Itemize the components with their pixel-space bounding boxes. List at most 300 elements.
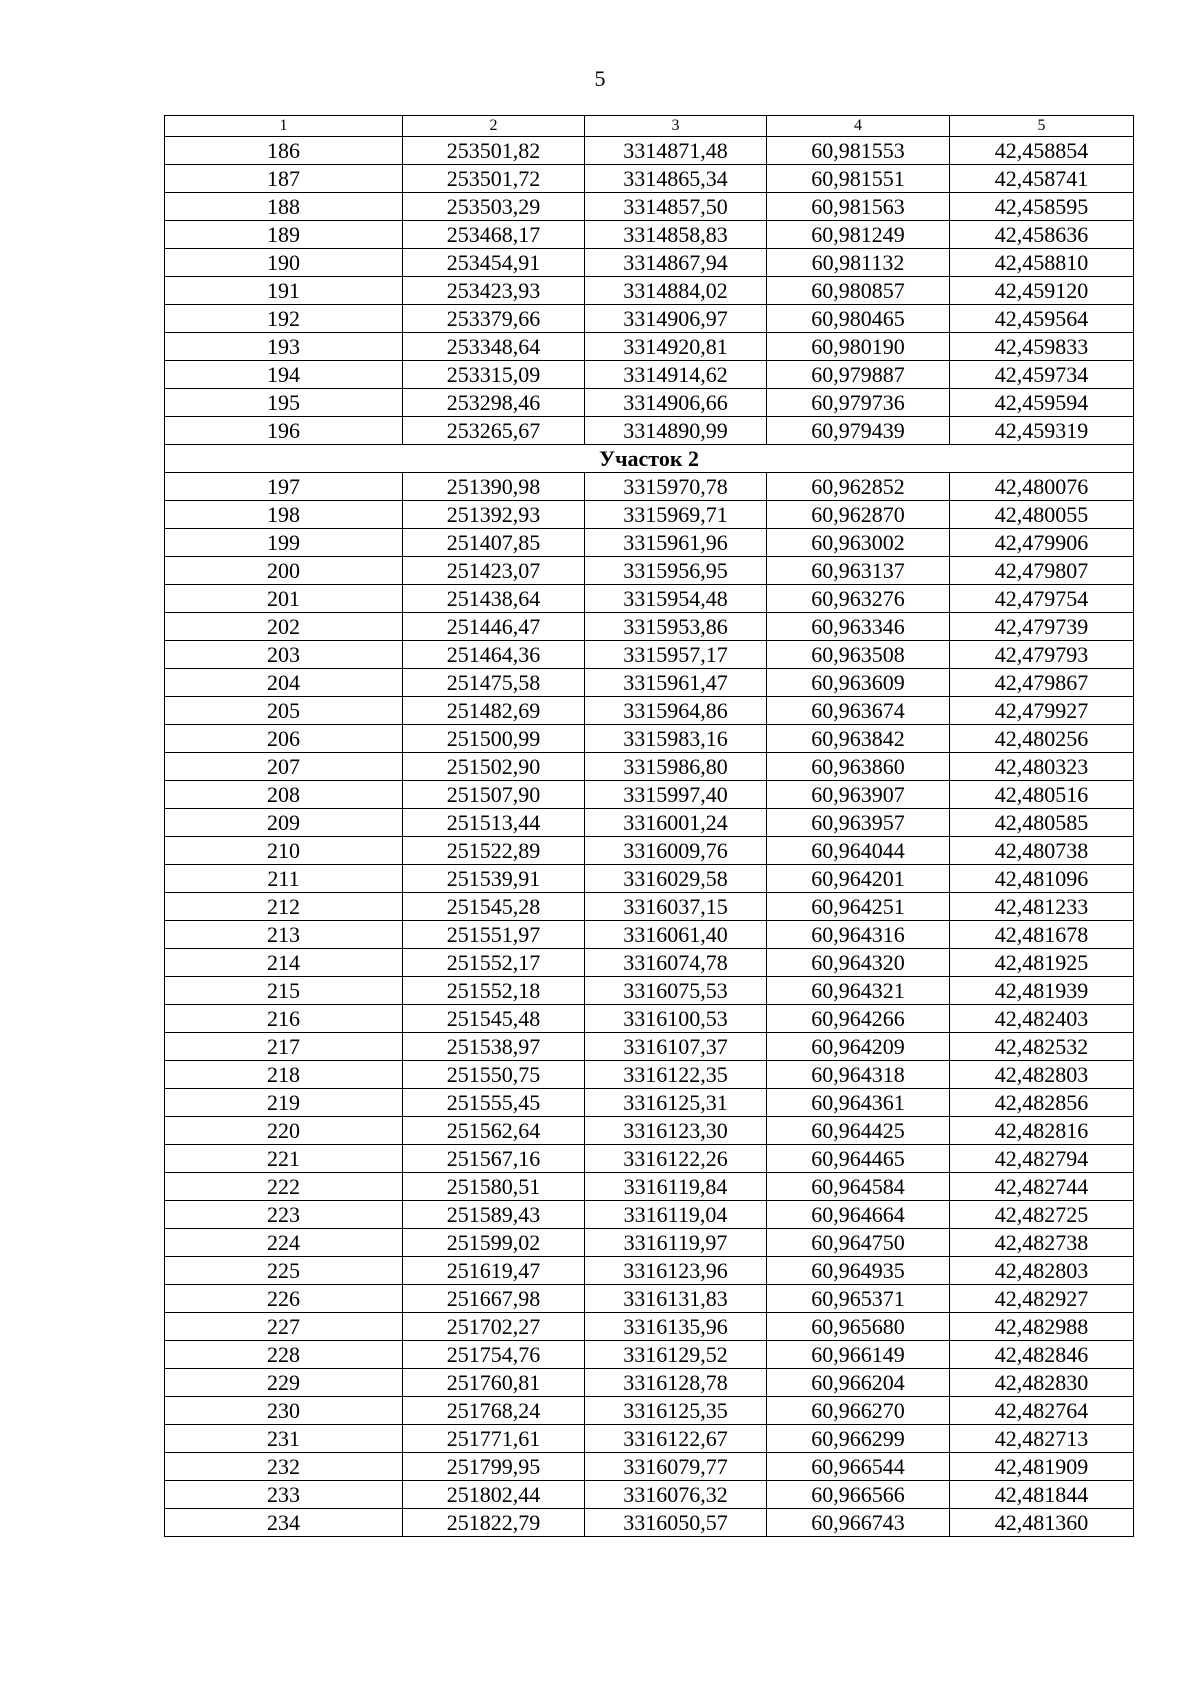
table-cell: 227 — [165, 1313, 403, 1341]
table-cell: 230 — [165, 1397, 403, 1425]
table-cell: 251545,48 — [403, 1005, 585, 1033]
table-cell: 60,966544 — [767, 1453, 950, 1481]
table-cell: 60,964266 — [767, 1005, 950, 1033]
table-cell: 42,482927 — [950, 1285, 1134, 1313]
table-cell: 3315954,48 — [585, 585, 767, 613]
table-cell: 251589,43 — [403, 1201, 585, 1229]
table-row — [165, 1089, 1134, 1117]
table-cell: 3315983,16 — [585, 725, 767, 753]
table-cell: 3314858,83 — [585, 221, 767, 249]
table-cell: 221 — [165, 1145, 403, 1173]
table-cell: 60,964750 — [767, 1229, 950, 1257]
table-cell: 60,980465 — [767, 305, 950, 333]
table-cell: 196 — [165, 417, 403, 445]
table-row — [165, 1509, 1134, 1537]
table-cell: 3314920,81 — [585, 333, 767, 361]
table-cell: 222 — [165, 1173, 403, 1201]
table-cell: 195 — [165, 389, 403, 417]
table-cell: 3316100,53 — [585, 1005, 767, 1033]
table-cell: 3316122,35 — [585, 1061, 767, 1089]
table-cell: 42,459734 — [950, 361, 1134, 389]
table-cell: 42,482988 — [950, 1313, 1134, 1341]
table-cell: 3316050,57 — [585, 1509, 767, 1537]
table-cell: 42,459120 — [950, 277, 1134, 305]
table-cell: 3316123,96 — [585, 1257, 767, 1285]
table-cell: 3316131,83 — [585, 1285, 767, 1313]
table-cell: 3316107,37 — [585, 1033, 767, 1061]
table-row — [165, 1341, 1134, 1369]
table-cell: 42,459594 — [950, 389, 1134, 417]
table-cell: 3315986,80 — [585, 753, 767, 781]
table-cell: 3314914,62 — [585, 361, 767, 389]
table-cell: 215 — [165, 977, 403, 1005]
table-body — [165, 137, 1134, 1537]
table-cell: 251482,69 — [403, 697, 585, 725]
table-cell: 3316122,26 — [585, 1145, 767, 1173]
table-cell: 60,965371 — [767, 1285, 950, 1313]
section-row — [165, 445, 1134, 473]
table-cell: 197 — [165, 473, 403, 501]
column-header: 3 — [585, 116, 767, 137]
table-cell: 187 — [165, 165, 403, 193]
table-cell: 42,482803 — [950, 1061, 1134, 1089]
section-title: Участок 2 — [165, 445, 1134, 473]
table-row — [165, 417, 1134, 445]
table-cell: 3316128,78 — [585, 1369, 767, 1397]
table-row — [165, 781, 1134, 809]
table-cell: 42,482803 — [950, 1257, 1134, 1285]
table-cell: 251464,36 — [403, 641, 585, 669]
table-row — [165, 1257, 1134, 1285]
table-row — [165, 389, 1134, 417]
table-cell: 42,482794 — [950, 1145, 1134, 1173]
table-cell: 60,964320 — [767, 949, 950, 977]
table-row — [165, 1061, 1134, 1089]
coordinates-table — [164, 115, 1134, 1537]
table-cell: 3316029,58 — [585, 865, 767, 893]
table-cell: 42,479793 — [950, 641, 1134, 669]
table-header-row — [165, 116, 1134, 137]
table-cell: 251562,64 — [403, 1117, 585, 1145]
table-cell: 3314871,48 — [585, 137, 767, 165]
table-row — [165, 921, 1134, 949]
table-row — [165, 1033, 1134, 1061]
table-cell: 251550,75 — [403, 1061, 585, 1089]
table-cell: 251545,28 — [403, 893, 585, 921]
table-cell: 60,963137 — [767, 557, 950, 585]
table-row — [165, 529, 1134, 557]
table-cell: 194 — [165, 361, 403, 389]
table-cell: 42,458636 — [950, 221, 1134, 249]
table-cell: 190 — [165, 249, 403, 277]
table-cell: 225 — [165, 1257, 403, 1285]
table-cell: 42,458854 — [950, 137, 1134, 165]
table-cell: 3314890,99 — [585, 417, 767, 445]
table-cell: 42,480323 — [950, 753, 1134, 781]
table-cell: 60,981563 — [767, 193, 950, 221]
table-cell: 60,964321 — [767, 977, 950, 1005]
table-row — [165, 1285, 1134, 1313]
table-row — [165, 949, 1134, 977]
table-cell: 60,963276 — [767, 585, 950, 613]
table-cell: 42,482532 — [950, 1033, 1134, 1061]
table-cell: 42,481909 — [950, 1453, 1134, 1481]
table-row — [165, 221, 1134, 249]
table-cell: 60,966204 — [767, 1369, 950, 1397]
table-cell: 3316076,32 — [585, 1481, 767, 1509]
table-cell: 42,482713 — [950, 1425, 1134, 1453]
table-cell: 3315956,95 — [585, 557, 767, 585]
table-cell: 251580,51 — [403, 1173, 585, 1201]
table-cell: 251702,27 — [403, 1313, 585, 1341]
table-cell: 3316122,67 — [585, 1425, 767, 1453]
table-cell: 251507,90 — [403, 781, 585, 809]
table-row — [165, 1005, 1134, 1033]
table-cell: 186 — [165, 137, 403, 165]
table-cell: 42,481939 — [950, 977, 1134, 1005]
table-cell: 3315964,86 — [585, 697, 767, 725]
table-cell: 60,964664 — [767, 1201, 950, 1229]
table-cell: 3316129,52 — [585, 1341, 767, 1369]
table-cell: 251760,81 — [403, 1369, 585, 1397]
column-header: 2 — [403, 116, 585, 137]
table-row — [165, 1453, 1134, 1481]
table-cell: 3316001,24 — [585, 809, 767, 837]
table-cell: 42,479754 — [950, 585, 1134, 613]
table-cell: 212 — [165, 893, 403, 921]
table-cell: 3316119,97 — [585, 1229, 767, 1257]
table-cell: 253503,29 — [403, 193, 585, 221]
table-cell: 3316079,77 — [585, 1453, 767, 1481]
table-cell: 206 — [165, 725, 403, 753]
table-cell: 60,966270 — [767, 1397, 950, 1425]
table-cell: 60,964584 — [767, 1173, 950, 1201]
table-row — [165, 697, 1134, 725]
table-cell: 253454,91 — [403, 249, 585, 277]
table-row — [165, 837, 1134, 865]
table-cell: 251551,97 — [403, 921, 585, 949]
table-cell: 214 — [165, 949, 403, 977]
table-row — [165, 977, 1134, 1005]
table-cell: 3316075,53 — [585, 977, 767, 1005]
table-cell: 42,481925 — [950, 949, 1134, 977]
table-cell: 251539,91 — [403, 865, 585, 893]
table-cell: 226 — [165, 1285, 403, 1313]
table-cell: 216 — [165, 1005, 403, 1033]
table-cell: 60,965680 — [767, 1313, 950, 1341]
table-cell: 211 — [165, 865, 403, 893]
table-cell: 42,480256 — [950, 725, 1134, 753]
table-cell: 60,962852 — [767, 473, 950, 501]
table-cell: 42,480076 — [950, 473, 1134, 501]
table-cell: 251538,97 — [403, 1033, 585, 1061]
table-row — [165, 669, 1134, 697]
table-cell: 193 — [165, 333, 403, 361]
table-cell: 60,963002 — [767, 529, 950, 557]
table-cell: 3314906,97 — [585, 305, 767, 333]
table-row — [165, 165, 1134, 193]
table-cell: 253348,64 — [403, 333, 585, 361]
table-cell: 3316125,31 — [585, 1089, 767, 1117]
table-row — [165, 361, 1134, 389]
table-row — [165, 1145, 1134, 1173]
table-cell: 201 — [165, 585, 403, 613]
table-cell: 3315997,40 — [585, 781, 767, 809]
table-cell: 60,964465 — [767, 1145, 950, 1173]
table-cell: 251768,24 — [403, 1397, 585, 1425]
table-cell: 60,962870 — [767, 501, 950, 529]
table-cell: 60,963674 — [767, 697, 950, 725]
table-cell: 251667,98 — [403, 1285, 585, 1313]
table-cell: 251771,61 — [403, 1425, 585, 1453]
table-cell: 42,482403 — [950, 1005, 1134, 1033]
table-cell: 251552,18 — [403, 977, 585, 1005]
table-cell: 60,966743 — [767, 1509, 950, 1537]
table-cell: 42,479906 — [950, 529, 1134, 557]
table-row — [165, 277, 1134, 305]
table-cell: 60,981249 — [767, 221, 950, 249]
table-cell: 60,964361 — [767, 1089, 950, 1117]
table-cell: 232 — [165, 1453, 403, 1481]
table-cell: 3316009,76 — [585, 837, 767, 865]
table-cell: 60,981553 — [767, 137, 950, 165]
table-row — [165, 1229, 1134, 1257]
table-cell: 251446,47 — [403, 613, 585, 641]
table-cell: 229 — [165, 1369, 403, 1397]
table-row — [165, 725, 1134, 753]
table-row — [165, 137, 1134, 165]
table-row — [165, 893, 1134, 921]
table-row — [165, 249, 1134, 277]
table-cell: 251407,85 — [403, 529, 585, 557]
table-cell: 198 — [165, 501, 403, 529]
table-cell: 188 — [165, 193, 403, 221]
table-cell: 3315961,47 — [585, 669, 767, 697]
table-cell: 251438,64 — [403, 585, 585, 613]
table-cell: 253501,72 — [403, 165, 585, 193]
table-row — [165, 1313, 1134, 1341]
table-cell: 253501,82 — [403, 137, 585, 165]
table-cell: 60,964318 — [767, 1061, 950, 1089]
table-cell: 60,963957 — [767, 809, 950, 837]
table-cell: 60,966149 — [767, 1341, 950, 1369]
table-cell: 42,482744 — [950, 1173, 1134, 1201]
table-cell: 60,980190 — [767, 333, 950, 361]
table-cell: 60,964251 — [767, 893, 950, 921]
table-cell: 42,480516 — [950, 781, 1134, 809]
table-cell: 60,979887 — [767, 361, 950, 389]
table-cell: 60,964044 — [767, 837, 950, 865]
table-cell: 42,482764 — [950, 1397, 1134, 1425]
table-cell: 42,479927 — [950, 697, 1134, 725]
table-cell: 253298,46 — [403, 389, 585, 417]
table-cell: 3314906,66 — [585, 389, 767, 417]
table-row — [165, 473, 1134, 501]
table-cell: 42,482738 — [950, 1229, 1134, 1257]
table-cell: 251475,58 — [403, 669, 585, 697]
table-cell: 3316119,04 — [585, 1201, 767, 1229]
table-cell: 60,964425 — [767, 1117, 950, 1145]
table-row — [165, 809, 1134, 837]
table-cell: 42,458810 — [950, 249, 1134, 277]
table-cell: 3314865,34 — [585, 165, 767, 193]
table-cell: 251552,17 — [403, 949, 585, 977]
table-cell: 251822,79 — [403, 1509, 585, 1537]
table-cell: 3314857,50 — [585, 193, 767, 221]
table-cell: 60,979439 — [767, 417, 950, 445]
table-cell: 224 — [165, 1229, 403, 1257]
table-cell: 42,458595 — [950, 193, 1134, 221]
table-row — [165, 1425, 1134, 1453]
table-cell: 60,966299 — [767, 1425, 950, 1453]
table-row — [165, 865, 1134, 893]
table-cell: 251555,45 — [403, 1089, 585, 1117]
table-cell: 42,479739 — [950, 613, 1134, 641]
table-cell: 42,482725 — [950, 1201, 1134, 1229]
table-row — [165, 501, 1134, 529]
table-cell: 251567,16 — [403, 1145, 585, 1173]
table-cell: 42,481844 — [950, 1481, 1134, 1509]
table-cell: 253265,67 — [403, 417, 585, 445]
table-row — [165, 193, 1134, 221]
table-row — [165, 333, 1134, 361]
table-cell: 217 — [165, 1033, 403, 1061]
table-cell: 42,481678 — [950, 921, 1134, 949]
table-cell: 253423,93 — [403, 277, 585, 305]
table-cell: 3316125,35 — [585, 1397, 767, 1425]
table-cell: 42,480738 — [950, 837, 1134, 865]
table-cell: 202 — [165, 613, 403, 641]
table-cell: 42,480585 — [950, 809, 1134, 837]
table-cell: 251522,89 — [403, 837, 585, 865]
table-cell: 60,964209 — [767, 1033, 950, 1061]
table-row — [165, 641, 1134, 669]
table-cell: 60,980857 — [767, 277, 950, 305]
table-cell: 251599,02 — [403, 1229, 585, 1257]
table-row — [165, 1397, 1134, 1425]
table-cell: 218 — [165, 1061, 403, 1089]
table-cell: 253379,66 — [403, 305, 585, 333]
table-cell: 205 — [165, 697, 403, 725]
table-cell: 189 — [165, 221, 403, 249]
table-cell: 251619,47 — [403, 1257, 585, 1285]
table-cell: 251392,93 — [403, 501, 585, 529]
table-row — [165, 1481, 1134, 1509]
table-cell: 251502,90 — [403, 753, 585, 781]
table-cell: 60,979736 — [767, 389, 950, 417]
table-cell: 251802,44 — [403, 1481, 585, 1509]
table-cell: 3316135,96 — [585, 1313, 767, 1341]
table-cell: 231 — [165, 1425, 403, 1453]
table-row — [165, 557, 1134, 585]
table-row — [165, 1369, 1134, 1397]
table-row — [165, 1201, 1134, 1229]
table-cell: 220 — [165, 1117, 403, 1145]
table-cell: 60,964201 — [767, 865, 950, 893]
table-cell: 3314867,94 — [585, 249, 767, 277]
table-cell: 60,963842 — [767, 725, 950, 753]
table-cell: 42,481096 — [950, 865, 1134, 893]
table-row — [165, 1173, 1134, 1201]
table-cell: 60,963346 — [767, 613, 950, 641]
table-cell: 60,964935 — [767, 1257, 950, 1285]
table-cell: 251500,99 — [403, 725, 585, 753]
table-cell: 60,963860 — [767, 753, 950, 781]
table-cell: 42,459833 — [950, 333, 1134, 361]
table-cell: 3315961,96 — [585, 529, 767, 557]
table-cell: 204 — [165, 669, 403, 697]
table-cell: 42,482816 — [950, 1117, 1134, 1145]
table-cell: 200 — [165, 557, 403, 585]
table-cell: 42,480055 — [950, 501, 1134, 529]
table-cell: 42,459319 — [950, 417, 1134, 445]
table-cell: 253315,09 — [403, 361, 585, 389]
table-cell: 210 — [165, 837, 403, 865]
table-cell: 60,963508 — [767, 641, 950, 669]
table-cell: 60,963609 — [767, 669, 950, 697]
table-cell: 3316037,15 — [585, 893, 767, 921]
table-cell: 42,482856 — [950, 1089, 1134, 1117]
table-cell: 191 — [165, 277, 403, 305]
table-row — [165, 613, 1134, 641]
table-cell: 42,482830 — [950, 1369, 1134, 1397]
table-cell: 3316074,78 — [585, 949, 767, 977]
table-cell: 199 — [165, 529, 403, 557]
table-cell: 207 — [165, 753, 403, 781]
table-cell: 42,459564 — [950, 305, 1134, 333]
table-cell: 60,964316 — [767, 921, 950, 949]
table-cell: 253468,17 — [403, 221, 585, 249]
table-cell: 42,458741 — [950, 165, 1134, 193]
page-number: 5 — [594, 66, 606, 91]
table-cell: 213 — [165, 921, 403, 949]
table-cell: 3315970,78 — [585, 473, 767, 501]
table-row — [165, 1117, 1134, 1145]
table-cell: 233 — [165, 1481, 403, 1509]
table-cell: 3315953,86 — [585, 613, 767, 641]
table-cell: 42,481233 — [950, 893, 1134, 921]
table-cell: 219 — [165, 1089, 403, 1117]
table-row — [165, 585, 1134, 613]
table-cell: 60,963907 — [767, 781, 950, 809]
table-cell: 42,479867 — [950, 669, 1134, 697]
table-cell: 3316061,40 — [585, 921, 767, 949]
table-cell: 3314884,02 — [585, 277, 767, 305]
column-header: 1 — [165, 116, 403, 137]
table-cell: 251754,76 — [403, 1341, 585, 1369]
column-header: 4 — [767, 116, 950, 137]
table-cell: 208 — [165, 781, 403, 809]
table-cell: 228 — [165, 1341, 403, 1369]
table-cell: 251513,44 — [403, 809, 585, 837]
table-cell: 3316123,30 — [585, 1117, 767, 1145]
table-row — [165, 305, 1134, 333]
table-cell: 60,981132 — [767, 249, 950, 277]
table-cell: 251423,07 — [403, 557, 585, 585]
table-cell: 209 — [165, 809, 403, 837]
table-cell: 192 — [165, 305, 403, 333]
table-cell: 234 — [165, 1509, 403, 1537]
column-header: 5 — [950, 116, 1134, 137]
table-cell: 3316119,84 — [585, 1173, 767, 1201]
table-cell: 251390,98 — [403, 473, 585, 501]
table-cell: 3315957,17 — [585, 641, 767, 669]
table-cell: 42,482846 — [950, 1341, 1134, 1369]
table-cell: 60,981551 — [767, 165, 950, 193]
table-cell: 251799,95 — [403, 1453, 585, 1481]
table-cell: 223 — [165, 1201, 403, 1229]
table-cell: 3315969,71 — [585, 501, 767, 529]
